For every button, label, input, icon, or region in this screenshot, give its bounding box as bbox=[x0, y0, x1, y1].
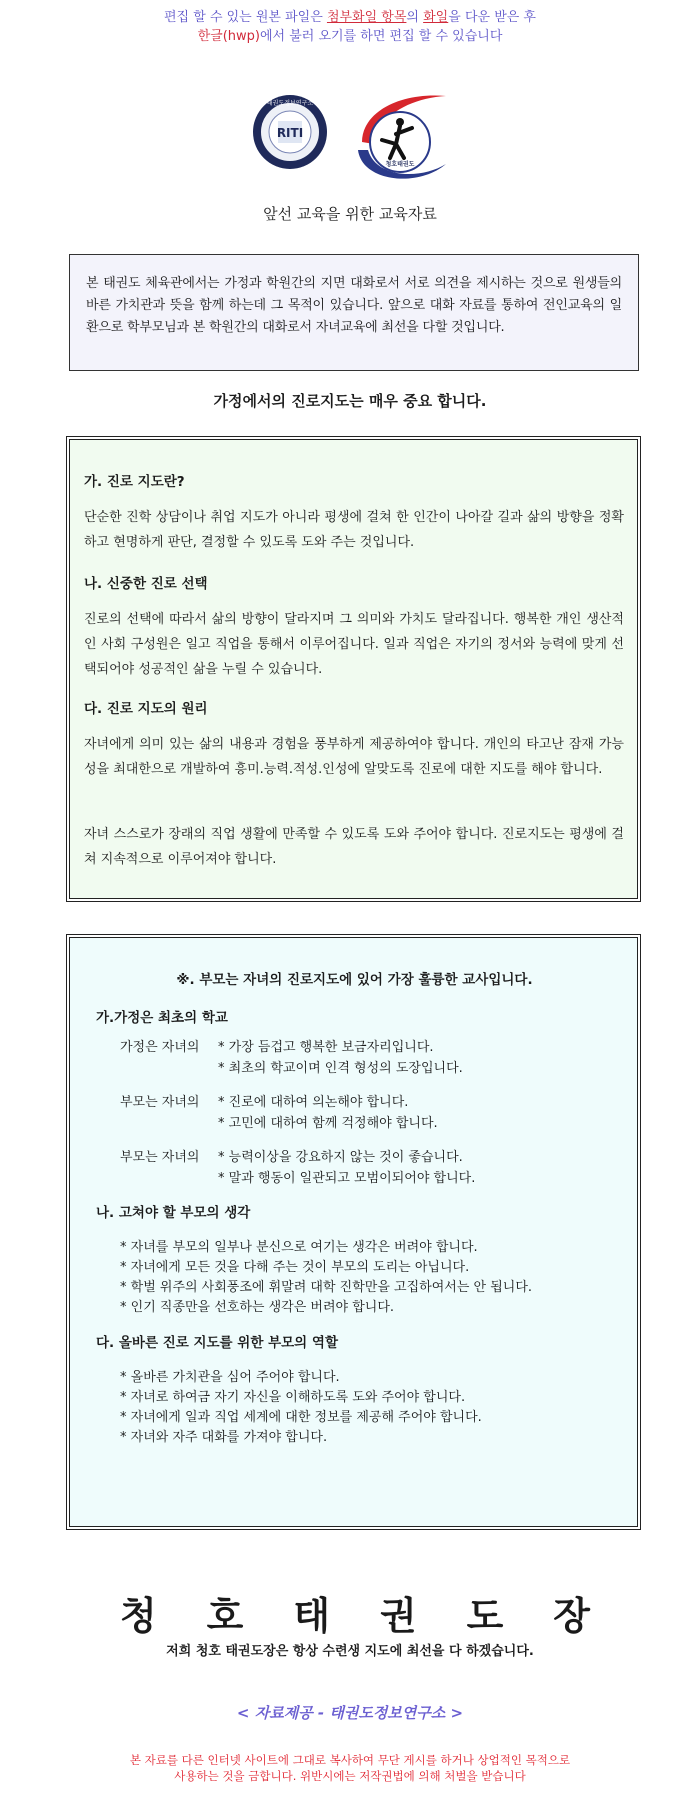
notice-text: 의 bbox=[406, 10, 424, 25]
list-item: * 학벌 위주의 사회풍조에 휘말려 대학 진학만을 고집하여서는 안 됩니다. bbox=[120, 1280, 533, 1295]
seal-ring-text: 태권도정보연구소 bbox=[266, 100, 314, 107]
kick-logo-name: 청호태권도 bbox=[385, 161, 415, 168]
download-notice-line2 bbox=[0, 27, 700, 46]
section-heading: 다. 올바른 진로 지도를 위한 부모의 역할 bbox=[96, 1335, 338, 1351]
section-heading: 다. 진로 지도의 원리 bbox=[84, 701, 208, 717]
dojang-name-char: 호 bbox=[206, 1593, 244, 1638]
career-guidance-box bbox=[66, 436, 641, 902]
dojang-name-char: 장 bbox=[553, 1593, 590, 1638]
copyright-line: 사용하는 것을 금합니다. 위반시에는 저작권법에 의해 처벌을 받습니다 bbox=[174, 1769, 526, 1783]
list-item: * 자녀를 부모의 일부나 분신으로 여기는 생각은 버려야 합니다. bbox=[120, 1240, 478, 1255]
row-line: * 최초의 학교이며 인격 형성의 도장입니다. bbox=[218, 1061, 463, 1076]
row-lead: 부모는 자녀의 bbox=[120, 1095, 200, 1110]
list-item: * 자녀에게 일과 직업 세계에 대한 정보를 제공해 주어야 합니다. bbox=[120, 1410, 482, 1425]
section-heading: 가. 진로 지도란? bbox=[84, 474, 185, 490]
row-line: * 가장 듬겁고 행복한 보금자리입니다. bbox=[218, 1040, 434, 1055]
dojang-name-char: 청 bbox=[120, 1593, 157, 1638]
file-link[interactable]: 화일 bbox=[423, 10, 449, 25]
document-title: 앞선 교육을 위한 교육자료 bbox=[263, 205, 437, 223]
hwp-label: 한글(hwp) bbox=[197, 29, 260, 44]
dojang-name-char: 도 bbox=[466, 1593, 504, 1638]
row-line: * 말과 행동이 일관되고 모범이되어야 합니다. bbox=[218, 1171, 476, 1186]
download-notice-line1 bbox=[0, 8, 700, 27]
row-line: * 진로에 대하여 의논해야 합니다. bbox=[218, 1095, 409, 1110]
dojang-name bbox=[120, 1585, 590, 1640]
section-body: 자녀에게 의미 있는 삶의 내용과 경험을 풍부하게 제공하여야 합니다. 개인의 타고난 잠재 가능성을 최대한으로 개발하여 흥미.능력.적성.인성에 알맞도록 진로에 대한 지도를 해야 합니다. bbox=[84, 737, 624, 777]
attachment-link[interactable]: 첨부화일 항목 bbox=[326, 10, 407, 25]
notice-text: 에서 불러 오기를 하면 편집 할 수 있습니다 bbox=[259, 29, 503, 44]
section-body: 단순한 진학 상담이나 취업 지도가 아니라 평생에 걸쳐 한 인간이 나아갈 길과 삶의 방향을 정확하고 현명하게 판단, 결정할 수 있도록 도와 주는 것입니다. bbox=[84, 510, 624, 550]
section-body: 진로의 선택에 따라서 삶의 방향이 달라지며 그 의미와 가치도 달라집니다. 행복한 개인 생산적인 사회 구성원은 일고 직업을 통해서 이루어집니다. 일과 직업은 자기의 정서와 능력에 맞게 선택되어야 성공적인 삶을 누릴 수 있습니다. bbox=[84, 612, 624, 677]
section-heading: 나. 신중한 진로 선택 bbox=[84, 576, 208, 592]
parent-role-inner bbox=[69, 937, 638, 1527]
logo-row bbox=[250, 84, 460, 194]
dojang-name-char: 태 bbox=[293, 1593, 331, 1638]
intro-box: 본 태권도 체육관에서는 가정과 학원간의 지면 대화로서 서로 의견을 제시하는 것으로 원생들의 바른 가치관과 뜻을 함께 하는데 그 목적이 있습니다. 앞으로 대화 자료를 통하여 전인교육의 일환으로 학부모님과 본 학원간의 대화로서 자녀교육에 최선을 다할 것입니다. bbox=[69, 254, 639, 371]
career-guidance-inner bbox=[69, 439, 638, 899]
row-lead: 부모는 자녀의 bbox=[120, 1150, 200, 1165]
list-item: * 자녀와 자주 대화를 가져야 합니다. bbox=[120, 1430, 328, 1445]
row-line: * 고민에 대하여 함께 걱정해야 합니다. bbox=[218, 1116, 438, 1131]
list-item: * 올바른 가치관을 심어 주어야 합니다. bbox=[120, 1370, 340, 1385]
list-item: * 자녀에게 모든 것을 다해 주는 것이 부모의 도리는 아닙니다. bbox=[120, 1260, 470, 1275]
box-headline: ※. 부모는 자녀의 진로지도에 있어 가장 훌륭한 교사입니다. bbox=[176, 972, 533, 988]
copyright-line: 본 자료를 다른 인터넷 사이트에 그대로 복사하여 무단 게시를 하거나 상업적인 목적으로 bbox=[129, 1753, 571, 1767]
logos-svg bbox=[250, 84, 460, 194]
section-heading: 가.가정은 최초의 학교 bbox=[96, 1010, 228, 1026]
section-heading: 나. 고쳐야 할 부모의 생각 bbox=[96, 1205, 251, 1221]
parent-role-box bbox=[66, 934, 641, 1530]
row-line: * 능력이상을 강요하지 않는 것이 좋습니다. bbox=[218, 1150, 463, 1165]
taekwondo-kick-logo-icon bbox=[358, 95, 446, 178]
dojang-name-char: 권 bbox=[379, 1593, 417, 1638]
notice-text: 편집 할 수 있는 원본 파일은 bbox=[164, 10, 327, 25]
institute-seal-icon bbox=[253, 95, 327, 169]
source-credit: < 자료제공 - 태권도정보연구소 > bbox=[236, 1704, 464, 1722]
section-body: 자녀 스스로가 장래의 직업 생활에 만족할 수 있도록 도와 주어야 합니다. 진로지도는 평생에 걸쳐 지속적으로 이루어져야 합니다. bbox=[84, 827, 624, 867]
seal-center-text: RITI bbox=[276, 126, 304, 140]
dojang-slogan: 저희 청호 태권도장은 항상 수련생 지도에 최선을 다 하겠습니다. bbox=[166, 1644, 534, 1659]
copyright-warning bbox=[0, 1752, 700, 1784]
list-item: * 인기 직종만을 선호하는 생각은 버려야 합니다. bbox=[120, 1300, 395, 1315]
section-title: 가정에서의 진로지도는 매우 중요 합니다. bbox=[213, 392, 487, 410]
row-lead: 가정은 자녀의 bbox=[120, 1040, 200, 1055]
download-notice bbox=[0, 8, 700, 46]
list-item: * 자녀로 하여금 자기 자신을 이해하도록 도와 주어야 합니다. bbox=[120, 1390, 466, 1405]
notice-text: 을 다운 받은 후 bbox=[448, 10, 536, 25]
